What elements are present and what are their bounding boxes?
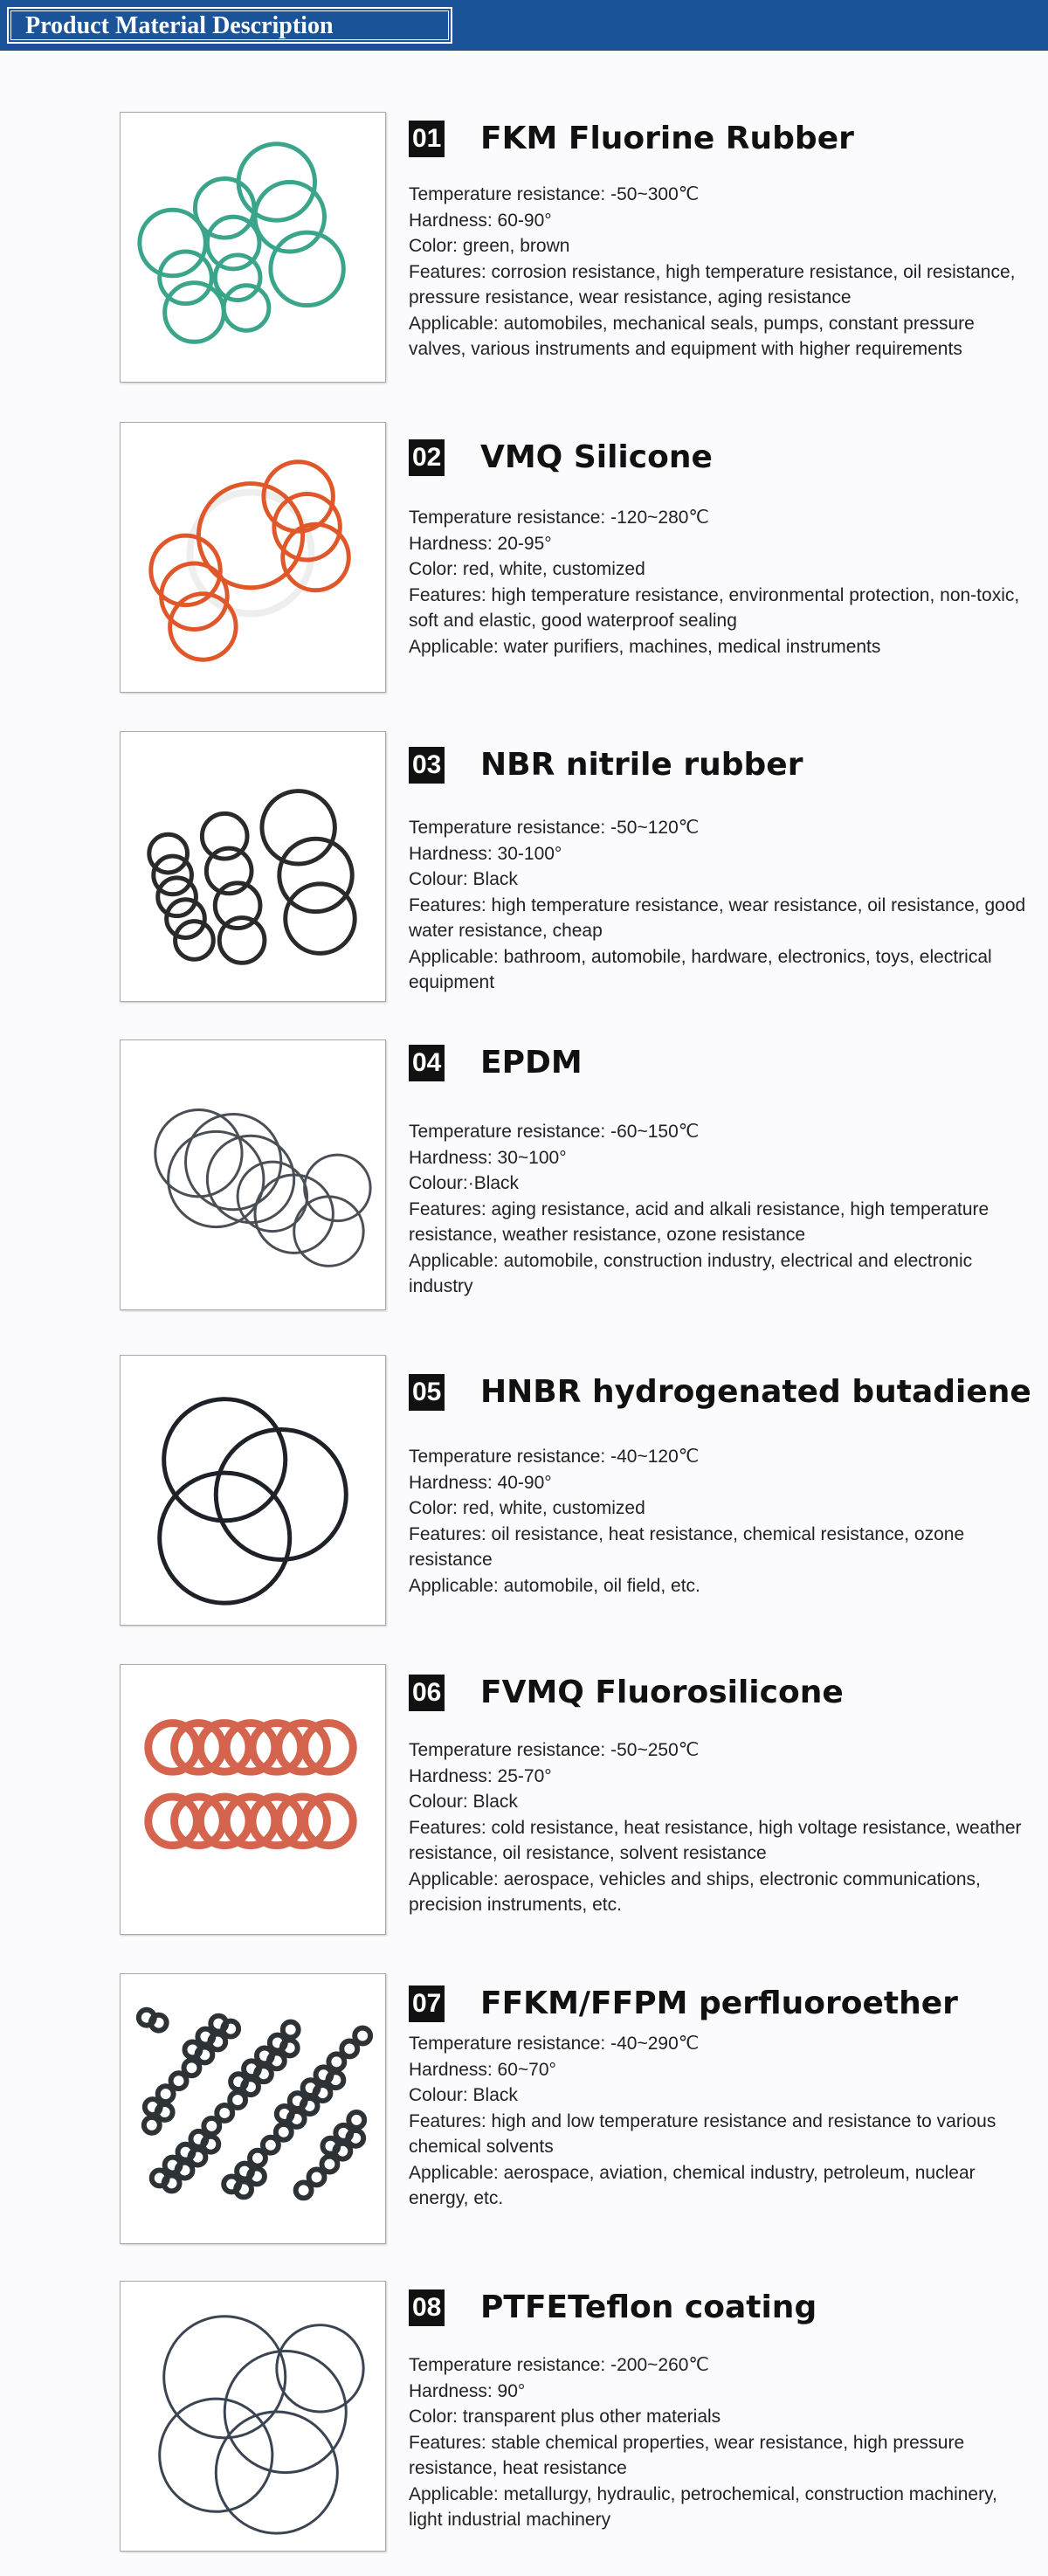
o-ring [243, 2079, 259, 2095]
o-ring [277, 2325, 363, 2412]
o-ring [289, 2111, 305, 2127]
o-ring [249, 2169, 265, 2185]
spec-line: Temperature resistance: -120~280℃ [409, 508, 710, 528]
material-specs [409, 1119, 1033, 1300]
material-title: FKM Fluorine Rubber [480, 121, 854, 156]
o-ring [207, 1136, 293, 1222]
spec-line: Applicable: metallurgy, hydraulic, petrochemical, construction machinery, light industrial machinery [409, 2483, 997, 2530]
spec-line: Hardness: 30-100° [409, 843, 562, 864]
o-ring [282, 2041, 298, 2056]
material-specs [409, 1444, 1033, 1599]
spec-line: Features: corrosion resistance, high temperature resistance, oil resistance, pressure resistance, wear resistance, aging resistance [409, 261, 1016, 307]
spec-line: Applicable: water purifiers, machines, medical instruments [409, 636, 881, 657]
header-title: Product Material Description [10, 10, 449, 40]
o-rings-illustration [121, 1974, 385, 2243]
o-ring [210, 2034, 225, 2050]
product-image [120, 1664, 386, 1935]
spec-line: Temperature resistance: -50~120℃ [409, 818, 700, 838]
spec-line: Applicable: automobiles, mechanical seals, pumps, constant pressure valves, various instruments and equipment with higher requirements [409, 313, 975, 359]
o-ring [219, 918, 265, 963]
o-ring [190, 2150, 205, 2165]
o-ring [263, 2137, 279, 2153]
o-ring [176, 922, 214, 960]
item-number-badge: 05 [409, 1374, 445, 1411]
material-title: EPDM [480, 1045, 583, 1081]
spec-line: Applicable: automobile, oil field, etc. [409, 1575, 700, 1596]
material-title: FVMQ Fluorosilicone [480, 1675, 844, 1710]
o-ring [184, 2060, 200, 2075]
item-number-badge: 07 [409, 1986, 445, 2022]
spec-line: Color: red, white, customized [409, 1498, 645, 1518]
o-ring [217, 2105, 232, 2121]
spec-line: Temperature resistance: -40~120℃ [409, 1447, 700, 1467]
product-image [120, 731, 386, 1002]
spec-line: Features: high temperature resistance, wear resistance, oil resistance, good water resistance, cheap [409, 894, 1026, 941]
spec-line: Hardness: 60~70° [409, 2059, 556, 2080]
spec-line: Applicable: automobile, construction industry, electrical and electronic industry [409, 1250, 973, 1296]
o-rings-illustration [121, 423, 385, 692]
header-title-frame [7, 7, 452, 44]
o-ring [167, 900, 205, 938]
o-ring [328, 2054, 344, 2069]
material-section-02 [0, 422, 1048, 701]
item-number-badge: 03 [409, 747, 445, 784]
material-specs [409, 2031, 1033, 2212]
spec-line: Features: aging resistance, acid and alkali resistance, high temperature resistance, weather resistance, ozone resistance [409, 1198, 989, 1245]
material-section-01 [0, 112, 1048, 391]
spec-line: Hardness: 60-90° [409, 210, 552, 231]
item-number-badge: 06 [409, 1675, 445, 1711]
section-header-bar [0, 0, 1048, 51]
spec-line: Features: oil resistance, heat resistance, chemical resistance, ozone resistance [409, 1523, 965, 1570]
o-ring [305, 1155, 371, 1221]
material-specs [409, 505, 1033, 660]
spec-line: Color: red, white, customized [409, 559, 645, 579]
spec-line: Applicable: bathroom, automobile, hardware, electronics, toys, electrical equipment [409, 946, 992, 992]
o-ring [165, 283, 224, 342]
product-image [120, 1973, 386, 2244]
material-title: HNBR hydrogenated butadiene [480, 1374, 1031, 1410]
product-image [120, 1355, 386, 1626]
o-ring [196, 2047, 212, 2062]
o-ring [283, 2022, 299, 2038]
o-ring [271, 232, 343, 305]
o-ring [334, 2144, 350, 2159]
spec-line: Applicable: aerospace, vehicles and ships, electronic communications, precision instruments, etc. [409, 1868, 981, 1915]
o-ring [164, 2175, 180, 2191]
o-ring [348, 2112, 364, 2128]
o-ring [195, 179, 254, 238]
spec-line: Colour:·Black [409, 1173, 520, 1193]
o-ring [341, 2041, 357, 2057]
o-ring [250, 2151, 265, 2166]
spec-line: Hardness: 40-90° [409, 1472, 552, 1493]
material-section-04 [0, 1039, 1048, 1319]
o-ring [216, 1429, 346, 1559]
o-rings-illustration [121, 1040, 385, 1309]
o-ring [262, 791, 334, 864]
o-ring [215, 255, 260, 300]
spec-line: Hardness: 25-70° [409, 1765, 552, 1786]
product-image [120, 2281, 386, 2552]
spec-line: Features: high temperature resistance, environmental protection, non-toxic, soft and elastic, good waterproof sealing [409, 584, 1020, 631]
item-number-badge: 08 [409, 2289, 445, 2326]
o-ring [223, 2021, 238, 2037]
o-ring [321, 2157, 337, 2172]
material-title: PTFETeflon coating [480, 2289, 817, 2325]
material-title: VMQ Silicone [480, 439, 713, 475]
o-ring [230, 2092, 245, 2108]
o-ring [348, 2131, 363, 2146]
spec-line: Color: transparent plus other materials [409, 2407, 721, 2427]
item-number-badge: 02 [409, 439, 445, 476]
material-section-07 [0, 1973, 1048, 2253]
spec-line: Hardness: 30~100° [409, 1147, 567, 1168]
o-ring [269, 2053, 285, 2068]
material-specs [409, 1737, 1033, 1918]
o-rings-illustration [121, 1665, 385, 1934]
spec-line: Features: stable chemical properties, wear resistance, high pressure resistance, heat resistance [409, 2432, 965, 2478]
o-ring [144, 2117, 160, 2133]
material-specs [409, 182, 1033, 363]
spec-line: Applicable: aerospace, aviation, chemical industry, petroleum, nuclear energy, etc. [409, 2162, 976, 2208]
spec-line: Colour: Black [409, 869, 518, 889]
o-rings-illustration [121, 1356, 385, 1625]
material-title: FFKM/FFPM perfluoroether [480, 1986, 958, 2021]
material-title: NBR nitrile rubber [480, 747, 803, 783]
material-section-05 [0, 1355, 1048, 1634]
product-image [120, 1039, 386, 1310]
o-ring [256, 2066, 272, 2082]
o-rings-illustration [121, 113, 385, 382]
item-number-badge: 04 [409, 1045, 445, 1081]
spec-line: Features: high and low temperature resistance and resistance to various chemical solvents [409, 2110, 996, 2157]
o-ring [157, 2104, 173, 2120]
o-ring [328, 2072, 343, 2088]
material-section-03 [0, 731, 1048, 1011]
o-ring [169, 1131, 264, 1226]
o-ring [203, 2118, 219, 2134]
o-ring [177, 2163, 193, 2179]
o-ring [276, 2124, 292, 2140]
spec-line: Colour: Black [409, 1792, 518, 1812]
spec-line: Features: cold resistance, heat resistance, high voltage resistance, weather resistance, oil resistance, solvent resistance [409, 1817, 1022, 1863]
spec-line: Hardness: 20-95° [409, 533, 552, 554]
o-ring [160, 1473, 290, 1603]
material-section-08 [0, 2281, 1048, 2560]
o-ring [286, 884, 355, 953]
o-ring [355, 2028, 370, 2044]
o-rings-illustration [121, 732, 385, 1001]
o-ring [296, 2182, 312, 2198]
item-number-badge: 01 [409, 121, 445, 157]
product-image [120, 112, 386, 383]
o-ring [158, 2086, 174, 2102]
spec-line: Colour: Black [409, 2085, 518, 2105]
product-image [120, 422, 386, 693]
material-specs [409, 2352, 1033, 2533]
material-specs [409, 815, 1033, 996]
o-ring [309, 2170, 325, 2186]
o-ring [151, 2015, 167, 2031]
material-section-06 [0, 1664, 1048, 1944]
spec-line: Color: green, brown [409, 236, 570, 256]
spec-line: Temperature resistance: -40~290℃ [409, 2034, 700, 2054]
spec-line: Temperature resistance: -50~250℃ [409, 1740, 700, 1760]
o-ring [315, 2085, 331, 2101]
o-ring [302, 2098, 318, 2114]
o-ring [158, 878, 196, 916]
spec-line: Temperature resistance: -60~150℃ [409, 1122, 700, 1142]
spec-line: Temperature resistance: -200~260℃ [409, 2355, 710, 2375]
o-ring [203, 2137, 218, 2152]
o-ring [171, 2073, 187, 2089]
spec-line: Hardness: 90° [409, 2380, 526, 2401]
o-ring [224, 286, 269, 331]
o-ring [238, 144, 314, 220]
spec-line: Temperature resistance: -50~300℃ [409, 184, 700, 204]
o-rings-illustration [121, 2282, 385, 2551]
o-ring [236, 2181, 252, 2197]
